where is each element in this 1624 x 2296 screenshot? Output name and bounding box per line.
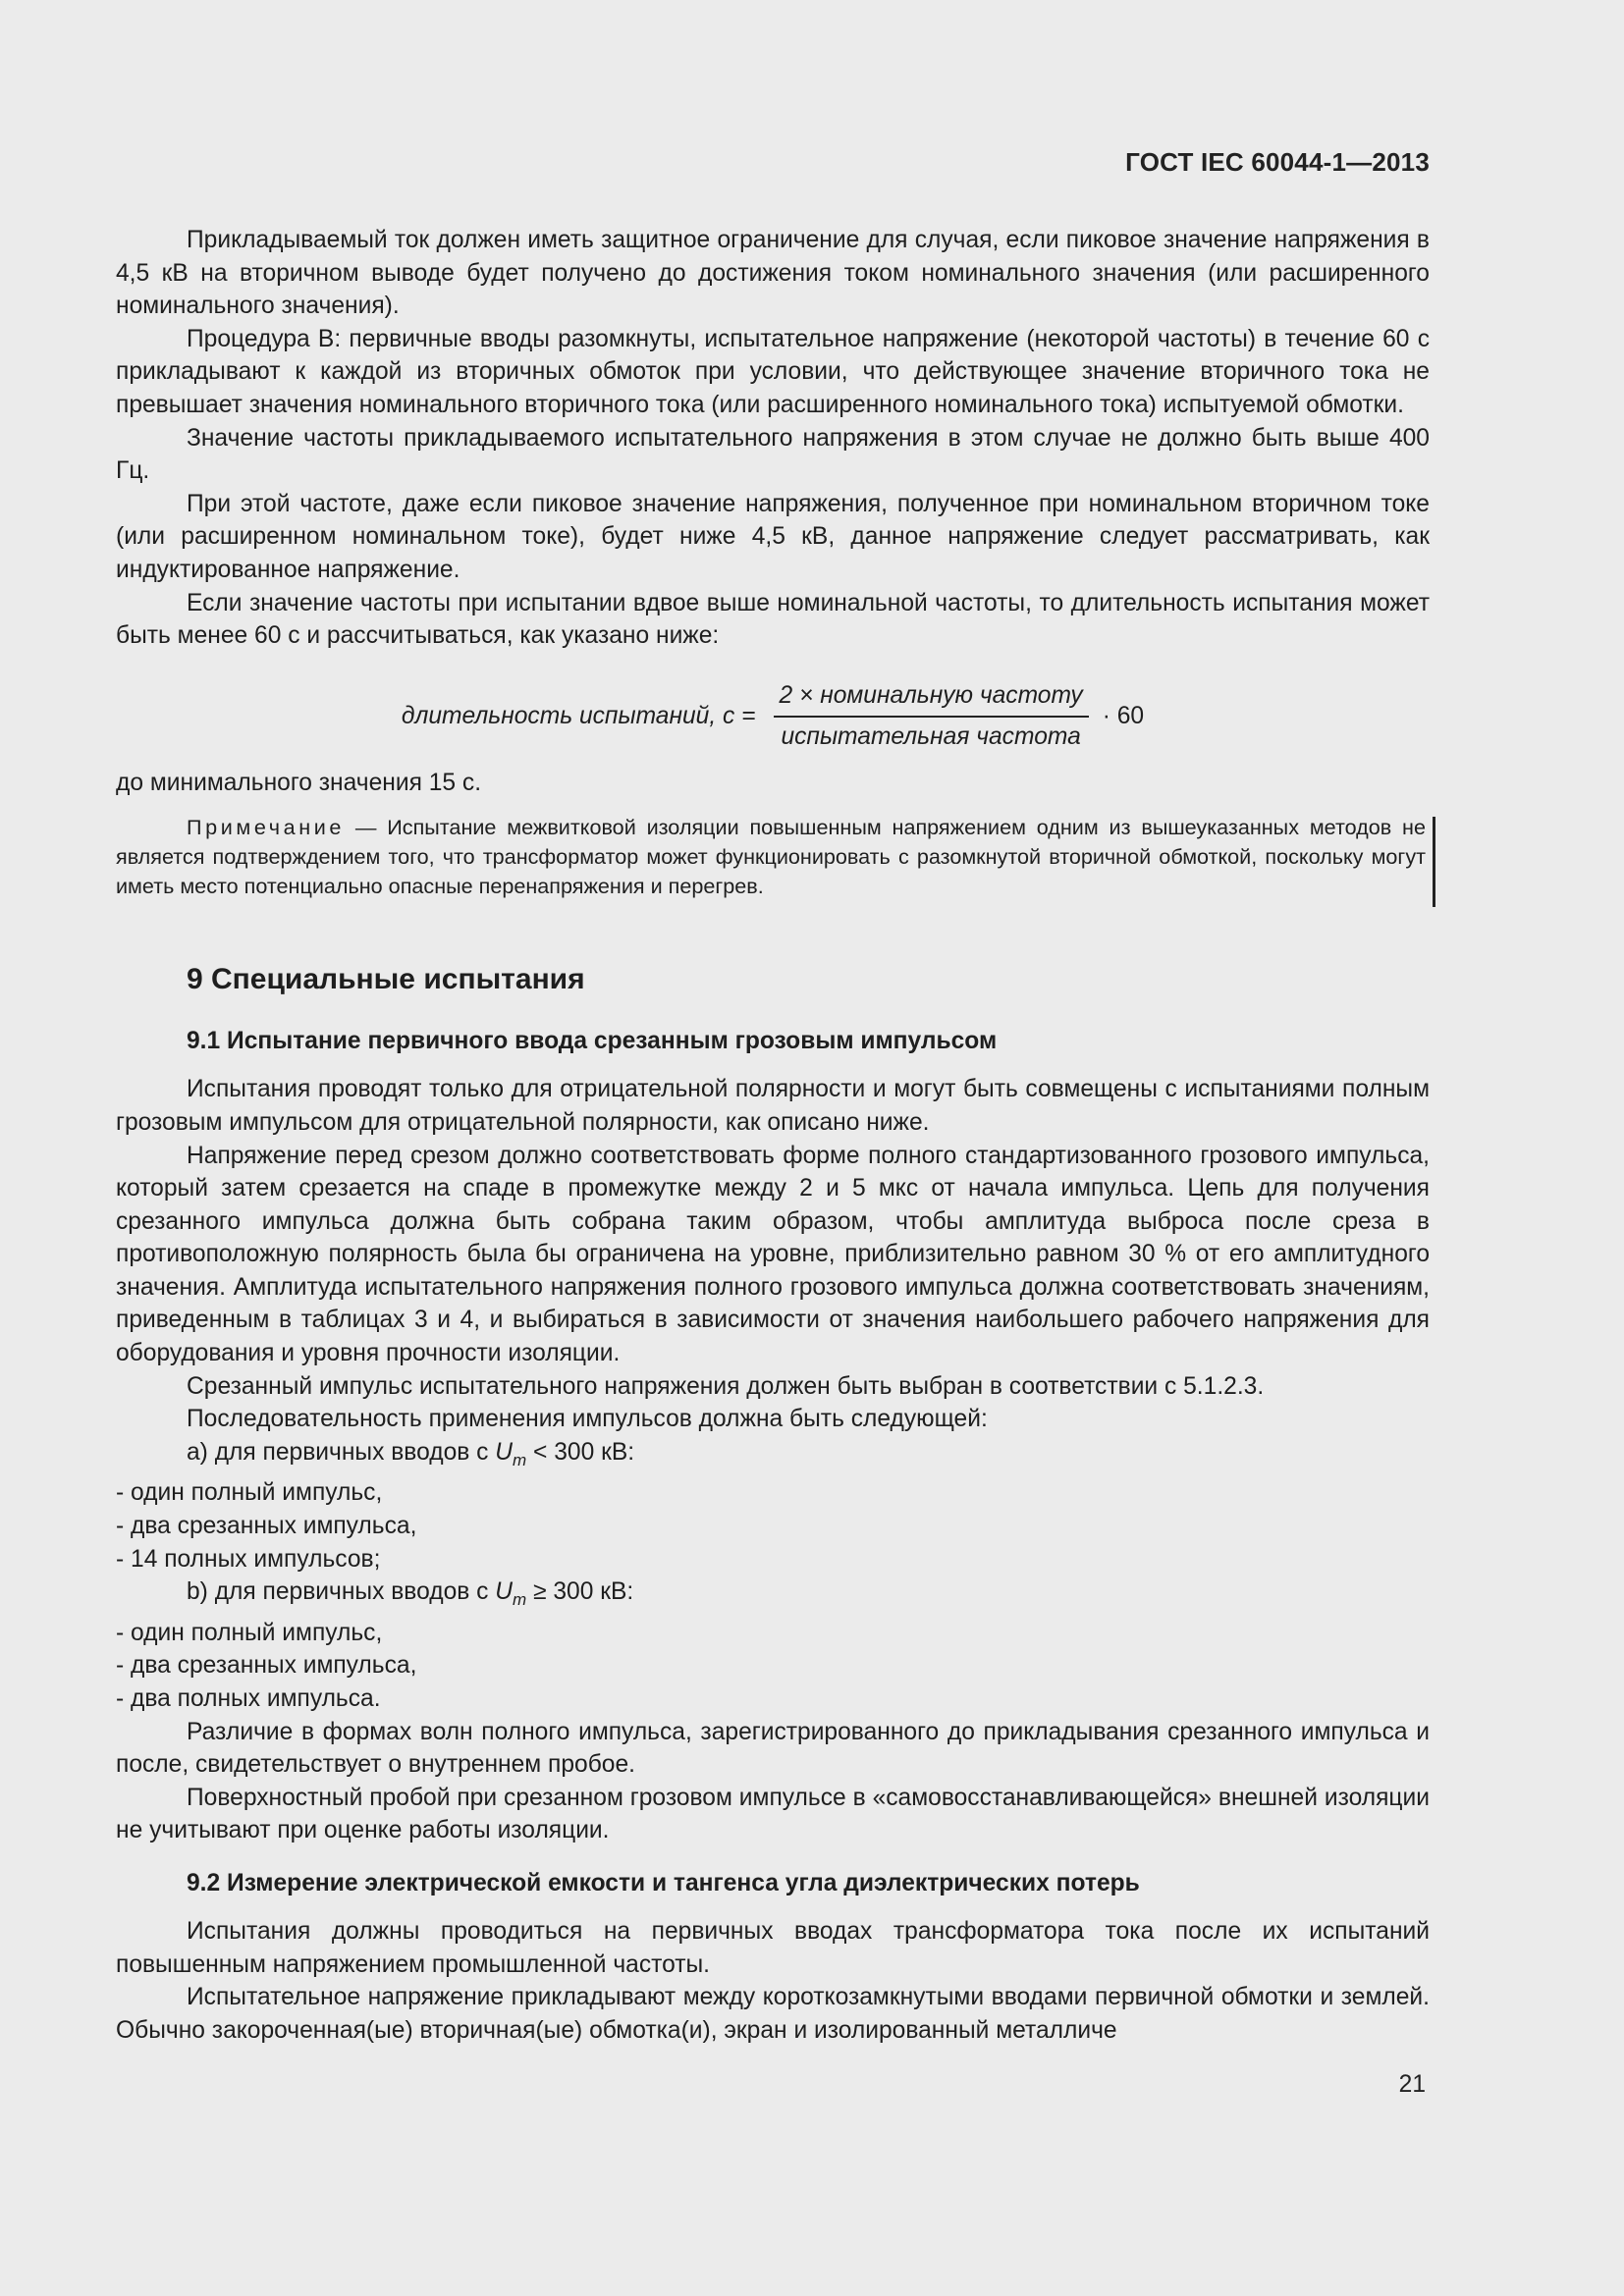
note-block bbox=[116, 813, 1430, 901]
paragraph: Значение частоты прикладываемого испытательного напряжения в этом случае не должно быть выше 400 Гц. bbox=[116, 424, 1430, 485]
section-9-1-heading: 9.1 Испытание первичного ввода срезанным грозовым импульсом bbox=[187, 1028, 998, 1055]
um-subscript: m bbox=[513, 1450, 527, 1469]
formula-fraction bbox=[774, 678, 1089, 755]
list-item: - 14 полных импульсов; bbox=[116, 1545, 381, 1573]
paragraph: Если значение частоты при испытании вдвое выше номинальной частоты, то длительность испытания может быть менее 60 с и рассчитываться, как указано ниже: bbox=[116, 589, 1430, 650]
paragraph: Напряжение перед срезом должно соответствовать форме полного стандартизованного грозового импульса, который затем срезается на спаде в промежутке между 2 и 5 мкс от начала импульса. Цепь для получения срезанного импульса должна быть собрана таким образом, чтобы амплитуда выброса после среза в противоположную полярность была бы ограничена на уровне, приблизительно равном 30 % от его амплитудного значения. Амплитуда испытательного напряжения полного грозового импульса должна соответствовать значениям, приведенным в таблицах 3 и 4, и выбираться в зависимости от значения наибольшего рабочего напряжения для оборудования и уровня прочности изоляции. bbox=[116, 1142, 1430, 1367]
um-symbol bbox=[495, 1438, 527, 1469]
note-body: — Испытание межвитковой изоляции повышенным напряжением одним из вышеуказанных методов не является подтверждением того, что трансформатор может функционировать с разомкнутой вторичной обмоткой, поскольку могут иметь место потенциально опасные перенапряжения и перегрев. bbox=[116, 815, 1426, 899]
paragraph: Испытательное напряжение прикладывают между короткозамкнутыми вводами первичной обмотки и землей. Обычно закороченная(ые) вторичная(ые) обмотка(и), экран и изолированный металличе bbox=[116, 1984, 1430, 2044]
list-b-suffix: ≥ 300 кВ: bbox=[526, 1578, 634, 1606]
list-heading-b bbox=[116, 1575, 1430, 1617]
paragraph: до минимального значения 15 с. bbox=[116, 769, 482, 796]
list-item: - один полный импульс, bbox=[116, 1619, 383, 1646]
paragraph: Процедура В: первичные вводы разомкнуты, испытательное напряжение (некоторой частоты) в течение 60 с прикладывают к каждой из вторичных обмоток при условии, что действующее значение вторичного тока не превышает значения номинального вторичного тока (или расширенного номинального тока) испытуемой обмотки. bbox=[116, 325, 1430, 418]
page-content bbox=[116, 224, 1430, 2047]
paragraph: Прикладываемый ток должен иметь защитное ограничение для случая, если пиковое значение напряжения в 4,5 кВ на вторичном выводе будет получено до достижения током номинального значения (или расширенного номинального значения). bbox=[116, 227, 1430, 320]
list-b-prefix: b) для первичных вводов с bbox=[187, 1578, 496, 1606]
formula-multiplier: · 60 bbox=[1102, 702, 1145, 729]
paragraph: Поверхностный пробой при срезанном грозовом импульсе в «самовосстанавливающейся» внешней изоляции не учитывают при оценке работы изоляции. bbox=[116, 1784, 1430, 1844]
note-label: Примечание bbox=[187, 815, 345, 840]
paragraph: Последовательность применения импульсов должна быть следующей: bbox=[187, 1406, 988, 1433]
note-text bbox=[116, 813, 1426, 901]
paragraph: Различие в формах волн полного импульса, зарегистрированного до прикладывания срезанного импульса и после, свидетельствует о внутреннем пробое. bbox=[116, 1718, 1430, 1779]
list-a-suffix: < 300 кВ: bbox=[526, 1438, 635, 1466]
change-bar bbox=[1433, 817, 1435, 907]
paragraph: Срезанный импульс испытательного напряжения должен быть выбран в соответствии с 5.1.2.3. bbox=[187, 1372, 1265, 1400]
formula-numerator: 2 × номинальную частоту bbox=[774, 678, 1089, 718]
paragraph: При этой частоте, даже если пиковое значение напряжения, полученное при номинальном вторичном токе (или расширенном номинальном токе), будет ниже 4,5 кВ, данное напряжение следует рассматривать, как индуктированное напряжение. bbox=[116, 490, 1430, 583]
paragraph: Испытания должны проводиться на первичных вводах трансформатора тока после их испытаний повышенным напряжением промышленной частоты. bbox=[116, 1917, 1430, 1978]
list-item: - два срезанных импульса, bbox=[116, 1652, 417, 1680]
list-item: - два срезанных импульса, bbox=[116, 1513, 417, 1540]
document-code-header: ГОСТ IEC 60044-1—2013 bbox=[1125, 147, 1430, 177]
list-item: - один полный импульс, bbox=[116, 1479, 383, 1507]
formula-lhs: длительность испытаний, с = bbox=[401, 702, 756, 729]
test-duration-formula bbox=[116, 678, 1430, 755]
um-letter: U bbox=[495, 1578, 514, 1606]
page-number: 21 bbox=[1398, 2071, 1426, 2098]
list-item: - два полных импульса. bbox=[116, 1685, 381, 1712]
um-letter: U bbox=[495, 1438, 514, 1466]
um-symbol bbox=[495, 1578, 527, 1610]
section-9-2-heading: 9.2 Измерение электрической емкости и тангенса угла диэлектрических потерь bbox=[187, 1869, 1140, 1896]
paragraph: Испытания проводят только для отрицательной полярности и могут быть совмещены с испытаниями полным грозовым импульсом для отрицательной полярности, как описано ниже. bbox=[116, 1076, 1430, 1136]
list-heading-a bbox=[116, 1436, 1430, 1477]
section-9-heading: 9 Специальные испытания bbox=[187, 963, 585, 996]
um-subscript: m bbox=[513, 1590, 527, 1610]
formula-denominator: испытательная частота bbox=[781, 722, 1081, 750]
list-a-prefix: a) для первичных вводов с bbox=[187, 1438, 496, 1466]
